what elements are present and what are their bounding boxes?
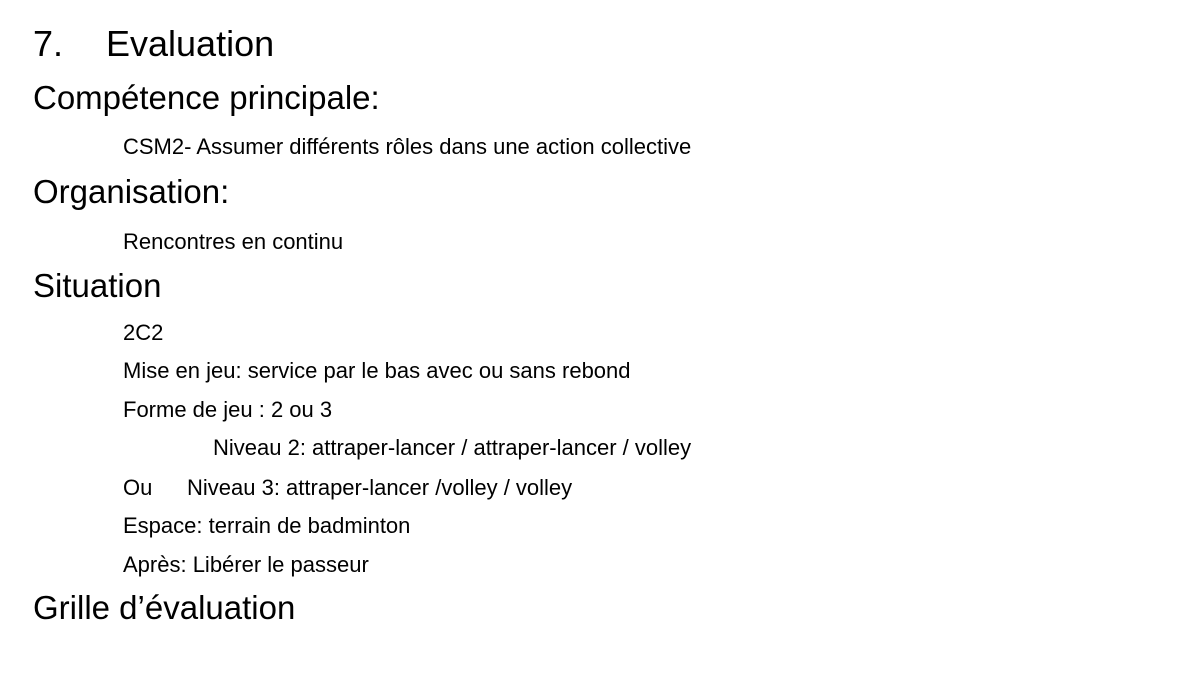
heading-grille-evaluation: Grille d’évaluation bbox=[33, 589, 296, 626]
situation-line: Mise en jeu: service par le bas avec ou sans rebond bbox=[123, 358, 631, 383]
heading-situation: Situation bbox=[33, 267, 162, 304]
situation-line-ou: Ou bbox=[123, 475, 153, 500]
heading-organisation: Organisation: bbox=[33, 173, 230, 210]
situation-line: Espace: terrain de badminton bbox=[123, 513, 411, 538]
slide-title-number: 7. bbox=[33, 23, 64, 64]
situation-line: Forme de jeu : 2 ou 3 bbox=[123, 397, 333, 422]
situation-line-niveau-2: Niveau 2: attraper-lancer / attraper-lancer / volley bbox=[213, 435, 692, 460]
organisation-line: Rencontres en continu bbox=[123, 229, 344, 254]
situation-line: 2C2 bbox=[123, 320, 164, 345]
situation-line: Après: Libérer le passeur bbox=[123, 552, 369, 577]
heading-competence: Compétence principale: bbox=[33, 79, 380, 116]
competence-line: CSM2- Assumer différents rôles dans une action collective bbox=[123, 134, 692, 159]
situation-line-niveau-3: Niveau 3: attraper-lancer /volley / volley bbox=[187, 475, 573, 500]
slide-title: Evaluation bbox=[106, 23, 275, 64]
